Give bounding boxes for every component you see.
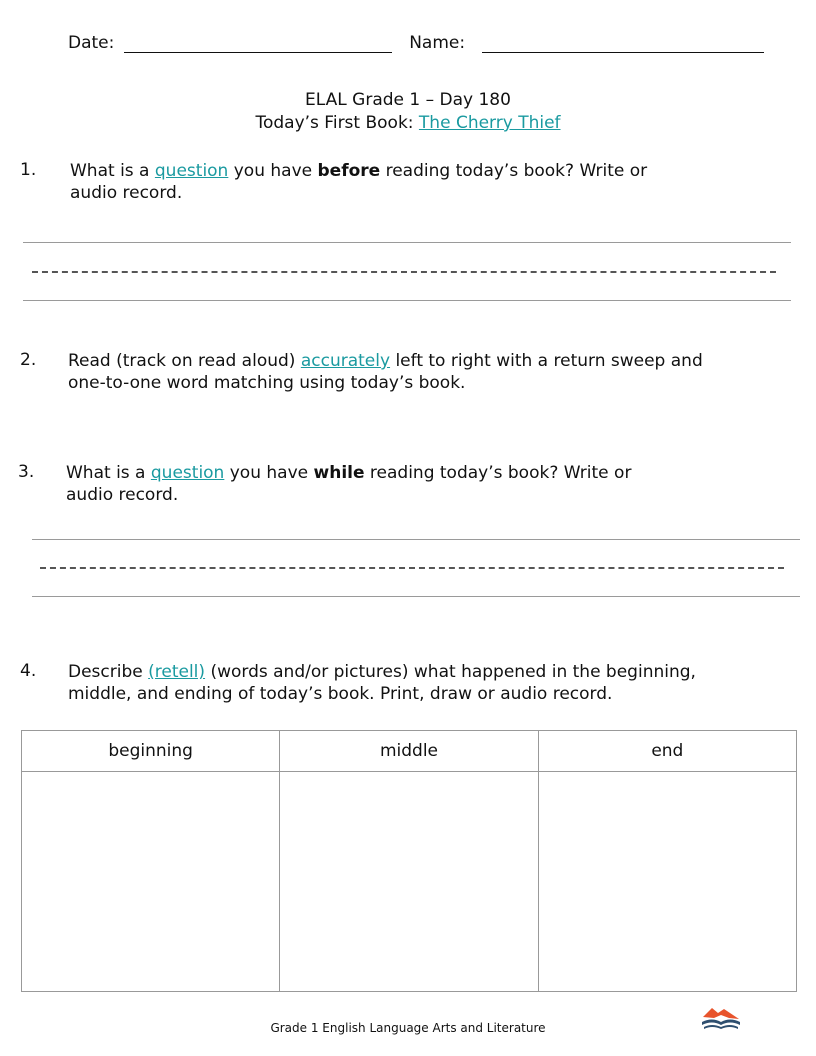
book-line-prefix: Today’s First Book: — [255, 113, 419, 133]
table-row — [22, 772, 797, 992]
question-3-line2: audio record. — [66, 485, 179, 505]
question-text: Describe — [68, 662, 149, 682]
question-number: 1. — [20, 160, 37, 180]
question-number: 2. — [20, 350, 37, 370]
name-field[interactable] — [482, 34, 764, 53]
question-text: you have — [228, 161, 318, 181]
header-row — [68, 33, 768, 57]
page-title: ELAL Grade 1 – Day 180 — [305, 90, 511, 110]
date-field[interactable] — [124, 34, 392, 53]
question-2-line2: one-to-one word matching using today’s book. — [68, 373, 466, 393]
question-text: (words and/or pictures) what happened in the beginning, — [205, 662, 696, 682]
question-text: What is a — [66, 463, 151, 483]
book-title-link[interactable]: The Cherry Thief — [418, 113, 561, 133]
name-label: Name: — [409, 33, 466, 53]
question-text: What is a — [70, 161, 155, 181]
question-4 — [68, 661, 788, 705]
question-link[interactable]: question — [154, 161, 229, 181]
question-link[interactable]: question — [150, 463, 225, 483]
answer-base-line[interactable] — [23, 300, 791, 301]
question-link[interactable]: (retell) — [148, 662, 206, 682]
question-1 — [70, 160, 770, 204]
question-link[interactable]: accurately — [300, 351, 391, 371]
question-2 — [68, 350, 788, 394]
question-text: reading today’s book? Write or — [364, 463, 632, 483]
question-3 — [66, 462, 766, 506]
end-cell[interactable] — [538, 772, 796, 992]
question-4-line1 — [68, 661, 788, 683]
answer-top-line[interactable] — [23, 242, 791, 243]
question-emphasis: while — [313, 463, 365, 483]
footer-text: Grade 1 English Language Arts and Literature — [270, 1021, 546, 1035]
question-3-line1 — [66, 462, 766, 484]
book-line — [0, 113, 816, 133]
question-text: left to right with a return sweep and — [390, 351, 703, 371]
question-1-line2: audio record. — [70, 183, 183, 203]
date-label: Date: — [68, 33, 115, 53]
answer-midline — [32, 271, 776, 273]
question-text: reading today’s book? Write or — [380, 161, 648, 181]
column-header-middle: middle — [280, 731, 538, 772]
column-header-end: end — [538, 731, 796, 772]
answer-top-line[interactable] — [32, 539, 800, 540]
open-book-logo-icon — [700, 1005, 742, 1038]
middle-cell[interactable] — [280, 772, 538, 992]
table-header-row — [22, 731, 797, 772]
question-1-line1 — [70, 160, 770, 182]
question-emphasis: before — [317, 161, 381, 181]
question-number: 3. — [18, 462, 35, 482]
retell-table — [21, 730, 797, 992]
column-header-beginning: beginning — [22, 731, 280, 772]
answer-midline — [40, 567, 784, 569]
answer-base-line[interactable] — [32, 596, 800, 597]
question-4-line2: middle, and ending of today’s book. Print, draw or audio record. — [68, 684, 613, 704]
question-2-line1 — [68, 350, 788, 372]
question-number: 4. — [20, 661, 37, 681]
question-text: Read (track on read aloud) — [68, 351, 301, 371]
question-text: you have — [224, 463, 314, 483]
beginning-cell[interactable] — [22, 772, 280, 992]
